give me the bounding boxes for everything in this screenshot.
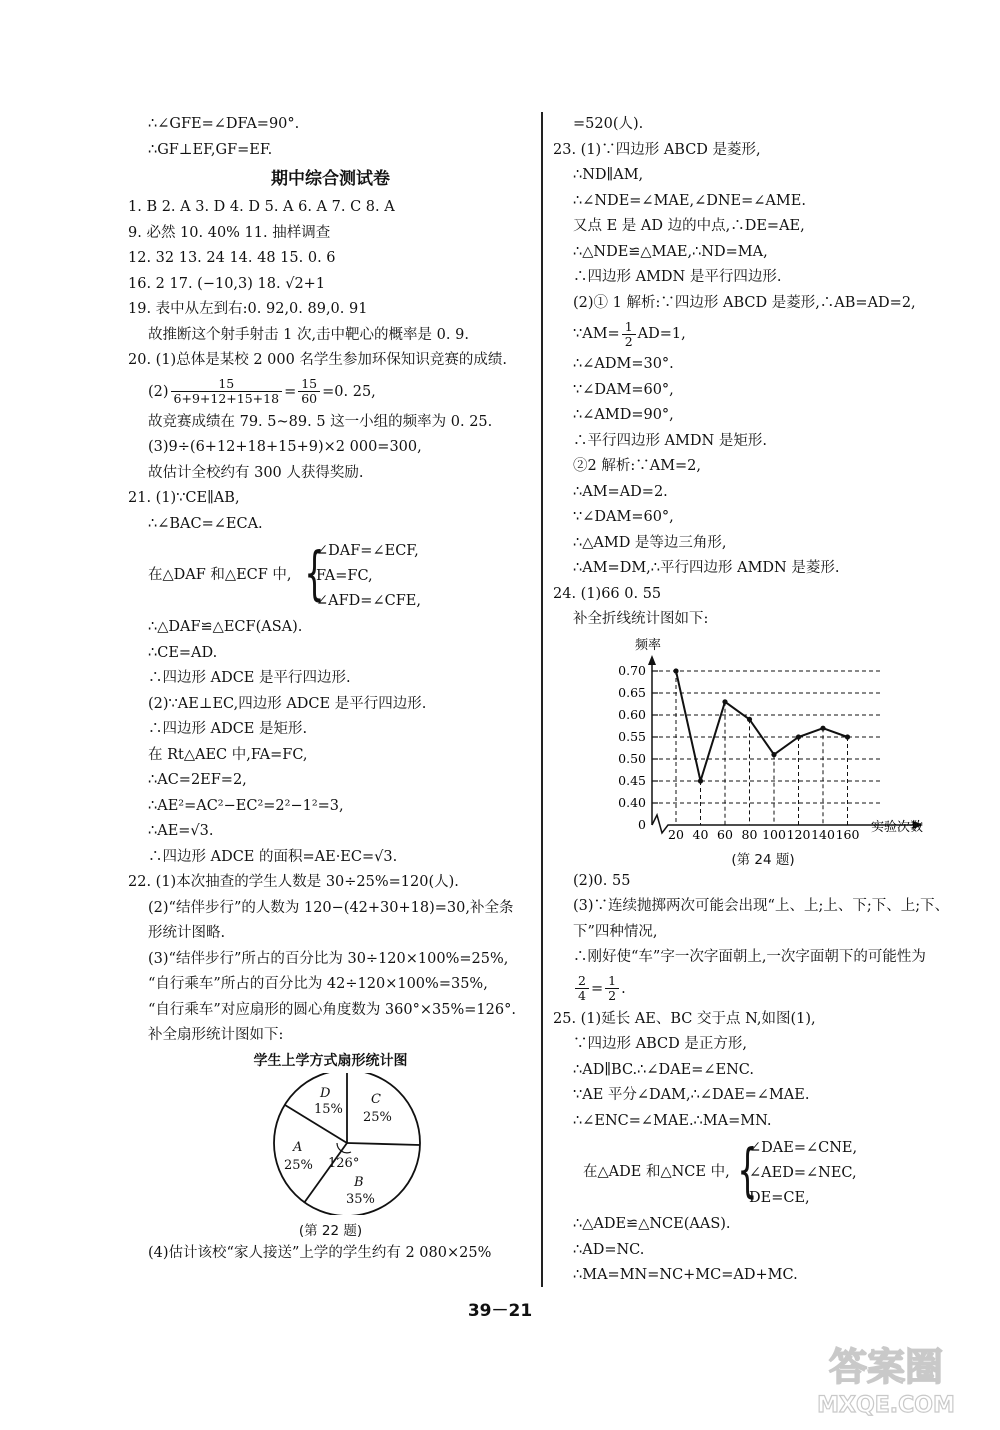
text: .: [621, 980, 626, 997]
data-point: [771, 752, 776, 757]
denominator: 60: [301, 391, 318, 406]
x-tick-label: 20: [668, 826, 684, 842]
y-tick-label: 0.70: [618, 662, 646, 678]
fraction: [605, 974, 619, 1003]
brace-item: ∠DAF=∠ECF,: [316, 543, 419, 559]
answer-line: 故竞赛成绩在 79. 5~89. 5 这一小组的频率为 0. 25.: [148, 413, 493, 430]
brace-lead: 在△ADE 和△NCE 中,: [583, 1164, 730, 1180]
answer-line: (2)① 1 解析:∵四边形 ABCD 是菱形,∴AB=AD=2,: [573, 294, 916, 311]
slice-pct-c: 25%: [363, 1109, 392, 1125]
answer-line: 又点 E 是 AD 边的中点,∴DE=AE,: [573, 218, 805, 234]
answer-line: “自行乘车”对应扇形的圆心角度数为 360°×35%=126°.: [148, 1001, 516, 1018]
answer-line: 16. 2 17. (−10,3) 18. √2+1: [128, 275, 326, 292]
text: (2): [148, 383, 169, 400]
x-tick-label: 120: [786, 826, 811, 842]
y-tick-label: 0.60: [618, 706, 646, 722]
slice-label-c: C: [371, 1091, 381, 1107]
answer-line: ∴△ADE≌△NCE(AAS).: [573, 1216, 731, 1232]
y-tick-label: 0.55: [618, 728, 646, 744]
slice-label-a: A: [293, 1139, 303, 1155]
answer-line: (3)“结伴步行”所占的百分比为 30÷120×100%=25%,: [148, 950, 509, 967]
x-tick-label: 160: [835, 826, 860, 842]
answer-line: 21. (1)∵CE∥AB,: [128, 490, 240, 506]
answer-line: ②2 解析:∵AM=2,: [573, 458, 702, 474]
x-axis-label: 实验次数: [871, 819, 924, 835]
brace-item: ∠AFD=∠CFE,: [316, 593, 421, 609]
denominator: 2: [624, 333, 633, 349]
answer-line: (3)9÷(6+12+18+15+9)×2 000=300,: [148, 439, 422, 455]
answer-line: 补全扇形统计图如下:: [148, 1027, 284, 1043]
denominator: 2: [608, 988, 617, 1003]
text-line: ∴∠GFE=∠DFA=90°.: [148, 116, 300, 132]
section-title: 期中综合测试卷: [271, 169, 390, 189]
data-point: [820, 725, 825, 730]
answer-line: 12. 32 13. 24 14. 48 15. 0. 6: [128, 250, 336, 266]
answer-line: (2)0. 55: [573, 872, 631, 889]
brace-item: ∠AED=∠NEC,: [749, 1165, 857, 1181]
answer-line: ∴△DAF≌△ECF(ASA).: [148, 619, 303, 635]
answer-line: ∴△AMD 是等边三角形,: [573, 534, 727, 551]
answer-line: ∵四边形 ABCD 是正方形,: [573, 1036, 747, 1052]
data-point: [747, 716, 752, 721]
page-number: 39－21: [467, 1301, 533, 1321]
answer-line: ∴AM=AD=2.: [573, 483, 668, 500]
line-chart-figure: [553, 633, 973, 869]
right-column: [553, 112, 973, 1289]
left-column: [128, 112, 533, 1266]
answer-line: 1. B 2. A 3. D 4. D 5. A 6. A 7. C 8. A: [128, 199, 395, 215]
data-point: [796, 734, 801, 739]
pie-title: 学生上学方式扇形统计图: [253, 1052, 408, 1069]
y-axis-label: 频率: [635, 637, 662, 653]
y-tick-label: 0.40: [618, 794, 646, 810]
answer-line: 19. 表中从左到右:0. 92,0. 89,0. 91: [128, 301, 368, 317]
x-tick-labels: [668, 827, 859, 842]
answer-line: ∴AD∥BC.∴∠DAE=∠ENC.: [573, 1061, 754, 1078]
slice-pct-b: 35%: [346, 1191, 375, 1207]
fraction: [298, 377, 320, 406]
y-tick-label: 0: [638, 816, 646, 832]
answer-line: ∴AM=DM,∴平行四边形 AMDN 是菱形.: [573, 560, 840, 576]
brace-item: ∠DAE=∠CNE,: [749, 1140, 858, 1156]
answer-line: ∴ND∥AM,: [573, 167, 644, 183]
pie-chart: [128, 1073, 533, 1215]
answer-line: ∴∠AMD=90°,: [573, 407, 674, 423]
answer-line: ∴AD=NC.: [573, 1241, 645, 1258]
denominator: 4: [578, 988, 586, 1003]
answer-line: ∴四边形 AMDN 是平行四边形.: [573, 269, 782, 285]
answer-line: ∴AE=√3.: [148, 823, 214, 839]
fraction-line: [128, 374, 533, 410]
answer-line: 23. (1)∵四边形 ABCD 是菱形,: [553, 141, 761, 158]
answer-line: 故推断这个射手射击 1 次,击中靶心的概率是 0. 9.: [148, 326, 469, 343]
svg-text:答案圈: 答案圈: [828, 1345, 944, 1389]
answer-line: ∴刚好使“车”字一次字面朝上,一次字面朝下的可能性为: [573, 949, 926, 965]
chart-series: [673, 668, 850, 783]
x-tick-label: 140: [811, 826, 835, 842]
answer-line: ∴∠BAC=∠ECA.: [148, 515, 263, 532]
y-axis-arrow: [648, 655, 656, 665]
answer-line: 9. 必然 10. 40% 11. 抽样调查: [128, 224, 331, 241]
answer-line: ∴∠NDE=∠MAE,∠DNE=∠AME.: [573, 192, 806, 209]
answer-line: (4)估计该校“家人接送”上学的学生约有 2 080×25%: [148, 1244, 492, 1261]
slice-label-d: D: [320, 1085, 331, 1101]
answer-line: =520(人).: [573, 116, 644, 132]
fraction-line: [553, 971, 973, 1007]
answer-line: ∴AE²=AC²−EC²=2²−1²=3,: [148, 797, 344, 814]
angle-label: 126°: [328, 1155, 360, 1171]
data-point: [698, 778, 703, 783]
slice-label-b: B: [354, 1174, 364, 1190]
slice-pct-a: 25%: [284, 1157, 313, 1173]
brace-icon: {: [304, 539, 325, 607]
answer-line: 故估计全校约有 300 人获得奖励.: [148, 464, 364, 481]
numerator: 2: [575, 974, 589, 989]
answer-line: ∵AE 平分∠DAM,∴∠DAE=∠MAE.: [573, 1087, 810, 1103]
answer-line: 22. (1)本次抽查的学生人数是 30÷25%=120(人).: [128, 874, 459, 890]
answer-line: 在 Rt△AEC 中,FA=FC,: [148, 746, 308, 763]
answer-line: 25. (1)延长 AE、BC 交于点 N,如图(1),: [553, 1010, 816, 1027]
y-tick-label: 0.50: [618, 750, 646, 766]
brace-lead: 在△DAF 和△ECF 中,: [148, 567, 292, 583]
numerator: 1: [622, 320, 636, 335]
brace-system: [553, 1134, 973, 1212]
data-point: [845, 734, 850, 739]
data-point: [722, 699, 727, 704]
denominator: 6+9+12+15+18: [173, 391, 280, 406]
answer-line: ∴CE=AD.: [148, 644, 218, 661]
text: =: [590, 980, 604, 997]
answer-line: “自行乘车”所占的百分比为 42÷120×100%=35%,: [148, 976, 488, 992]
answer-line: ∴△NDE≌△MAE,∴ND=MA,: [573, 243, 768, 260]
answer-line: ∴平行四边形 AMDN 是矩形.: [573, 432, 767, 449]
fraction: [575, 974, 589, 1003]
column-divider: [541, 112, 543, 1287]
fraction: [171, 377, 283, 406]
answer-line: ∴四边形 ADCE 的面积=AE·EC=√3.: [148, 848, 398, 865]
fraction-line: [553, 316, 973, 352]
answer-line: ∵∠DAM=60°,: [573, 381, 674, 398]
pie-caption: (第 22 题): [298, 1222, 363, 1239]
answer-line: 下”四种情况,: [573, 923, 658, 940]
watermark-logo: [786, 1332, 986, 1420]
chart-axes: [648, 655, 923, 833]
x-tick-label: 80: [741, 826, 758, 842]
data-point: [673, 668, 678, 673]
brace-item: DE=CE,: [749, 1190, 810, 1206]
brace-item: FA=FC,: [316, 568, 373, 584]
answer-line: ∴AC=2EF=2,: [148, 772, 247, 788]
fraction: [622, 320, 636, 349]
pie-chart-figure: [128, 1049, 533, 1241]
answer-line: ∴四边形 ADCE 是平行四边形.: [148, 670, 351, 686]
line-chart: [553, 633, 973, 845]
svg-text:MXQE.COM: MXQE.COM: [817, 1393, 955, 1418]
chart-grid: [652, 671, 883, 825]
brace-icon: {: [737, 1136, 758, 1204]
answer-line: 24. (1)66 0. 55: [553, 585, 662, 602]
line-chart-caption: (第 24 题): [731, 851, 795, 868]
answer-line: 20. (1)总体是某校 2 000 名学生参加环保知识竞赛的成绩.: [128, 352, 508, 368]
answer-line: ∴∠ADM=30°.: [573, 356, 674, 372]
answer-line: (2)“结伴步行”的人数为 120−(42+30+18)=30,补全条: [148, 899, 514, 916]
x-tick-label: 100: [762, 826, 786, 842]
text: =: [284, 383, 297, 400]
brace-items: [316, 539, 421, 614]
x-tick-label: 60: [717, 826, 733, 842]
answer-line: ∴∠ENC=∠MAE.∴MA=MN.: [573, 1112, 772, 1129]
answer-line: 补全折线统计图如下:: [573, 611, 709, 627]
brace-system: [128, 537, 533, 615]
answer-line: ∴MA=MN=NC+MC=AD+MC.: [573, 1267, 798, 1283]
answer-line: (2)∵AE⊥EC,四边形 ADCE 是平行四边形.: [148, 695, 427, 712]
y-tick-label: 0.65: [618, 684, 646, 700]
slice-pct-d: 15%: [314, 1101, 343, 1117]
y-tick-labels: [618, 663, 646, 832]
answer-line: ∴四边形 ADCE 是矩形.: [148, 721, 308, 737]
answer-line: ∵∠DAM=60°,: [573, 509, 674, 525]
answer-line: 形统计图略.: [148, 925, 226, 941]
text: =0. 25,: [322, 383, 376, 400]
y-tick-label: 0.45: [618, 772, 646, 788]
x-tick-label: 40: [692, 826, 709, 842]
text: ∵AM=: [573, 326, 620, 342]
numerator: 15: [298, 377, 320, 392]
numerator: 15: [171, 377, 283, 392]
numerator: 1: [605, 974, 619, 989]
text: AD=1,: [637, 326, 686, 342]
text-line: ∴GF⊥EF,GF=EF.: [148, 141, 273, 158]
answer-line: (3)∵连续抛掷两次可能会出现“上、上;上、下;下、上;下、: [573, 898, 950, 914]
brace-items: [749, 1136, 857, 1211]
